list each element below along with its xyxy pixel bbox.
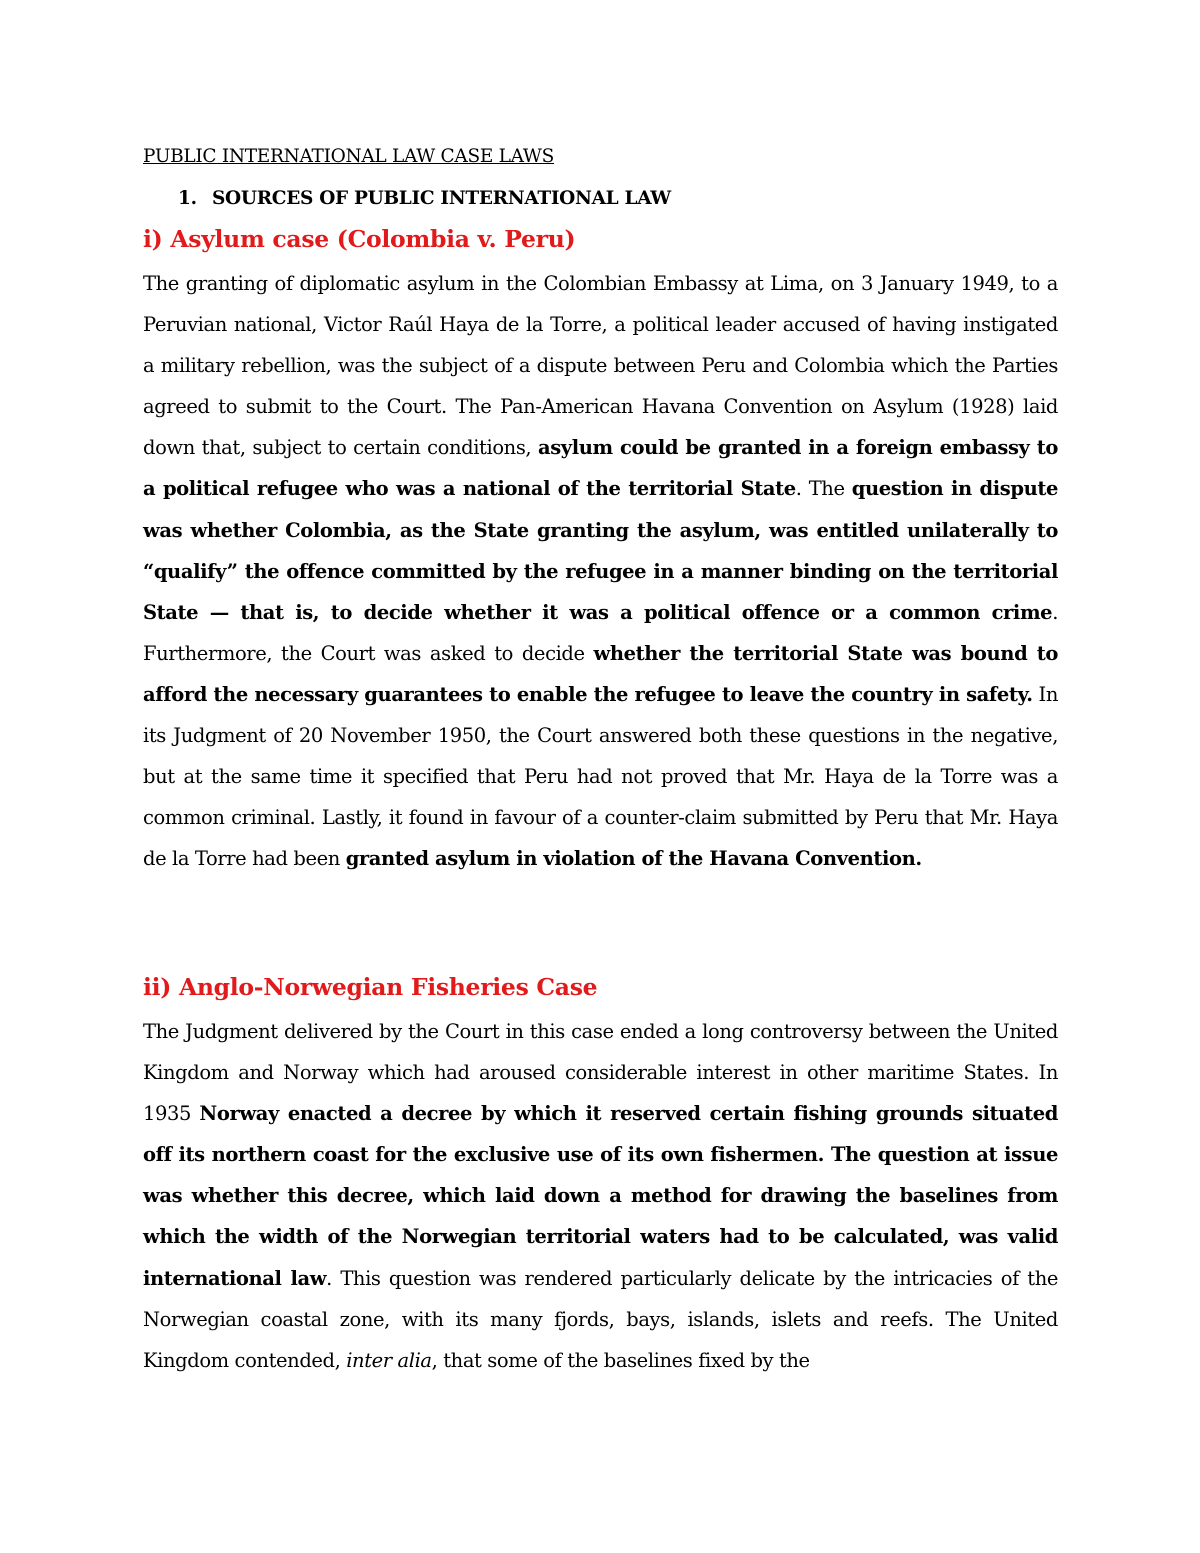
text-run: . This question was rendered particularly delicate by the intricacies of the Norwegian coastal zone, with its many fjords, bays, islands, islets and reefs. <box>143 1266 1058 1331</box>
document-title: PUBLIC INTERNATIONAL LAW CASE LAWS <box>143 146 555 167</box>
section-number: 1. <box>178 188 197 209</box>
text-run: In its Judgment of 20 November 1950, the Court answered both these questions in the negative, but at the same time it specified that Peru had not proved that Mr. Haya de la Torre was a common criminal. Lastly, it found in favour of a counter-claim submitted by Peru that Mr. Haya de la Torre had been <box>143 682 1058 871</box>
italic-text-run: inter alia <box>346 1348 432 1372</box>
asylum-case-paragraph <box>143 263 1058 879</box>
text-run: , that some of the baselines fixed by the <box>431 1348 810 1372</box>
text-run: The Judgment delivered by the Court in this case ended a long controversy between the United Kingdom and Norway which had aroused considerable interest in other maritime States. In 1935 <box>143 1020 1058 1126</box>
fisheries-case-paragraph <box>143 1011 1058 1381</box>
text-run: . The <box>795 477 852 501</box>
fisheries-case-heading: ii) Anglo-Norwegian Fisheries Case <box>143 973 598 1001</box>
text-run: The United Kingdom contended, <box>143 1307 1058 1372</box>
section-label: SOURCES OF PUBLIC INTERNATIONAL LAW <box>212 188 671 209</box>
bold-text-run: Norway enacted a decree by which it reserved certain fishing grounds situated off its northern coast for the exclusive use of its own fishermen. The question at issue was whether this decree, which laid down a method for drawing the baselines from which the width of the Norwegian territorial waters had to be calculated, was valid international law <box>143 1102 1058 1290</box>
bold-text-run: question in dispute was whether Colombia, as the State granting the asylum, was entitled unilaterally to “qualify” the offence committed by the refugee in a manner binding on the territorial State — that is, to decide whether it was a political offence or a common crime <box>143 477 1058 624</box>
section-heading <box>178 184 671 214</box>
bold-text-run: granted asylum in violation of the Havana Convention. <box>345 847 922 871</box>
asylum-case-heading: i) Asylum case (Colombia v. Peru) <box>143 225 576 253</box>
bold-text-run: asylum could be granted in a foreign embassy to a political refugee who was a national of the territorial State <box>143 436 1058 501</box>
text-run: . Furthermore, the Court was asked to decide <box>143 600 1058 665</box>
text-run: The granting of diplomatic asylum in the Colombian Embassy at Lima, on 3 January 1949, to a Peruvian national, Victor Raúl Haya de la Torre, a political leader accused of having instigated a military rebellion, was the subject of a dispute between Peru and Colombia which the Parties agreed to submit to the Court. The Pan-American Havana Convention on Asylum (1928) laid down that, subject to certain conditions, <box>143 272 1058 460</box>
bold-text-run: whether the territorial State was bound to afford the necessary guarantees to enable the refugee to leave the country in safety. <box>143 641 1058 706</box>
